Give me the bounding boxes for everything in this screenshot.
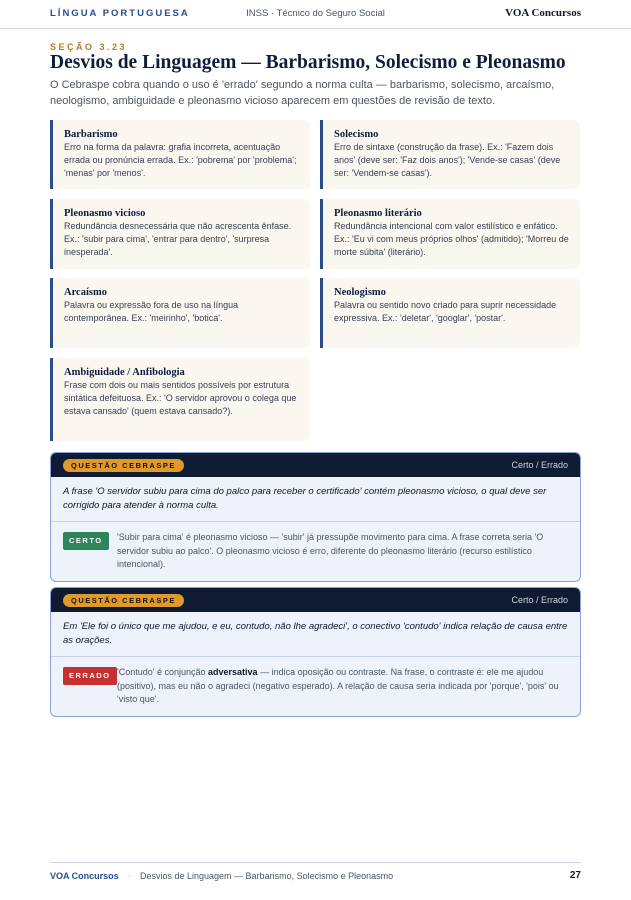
question-header-bar bbox=[51, 588, 580, 612]
card-title: Neologismo bbox=[334, 287, 386, 298]
concept-card-pleonasmo-vicioso bbox=[50, 199, 310, 269]
card-body: Palavra ou expressão fora de uso na língua contemporânea. Ex.: 'meirinho', 'botica'. bbox=[64, 300, 239, 324]
page-header bbox=[0, 0, 631, 29]
concept-card-arcaismo bbox=[50, 278, 310, 348]
question-tag: QUESTÃO CEBRASPE bbox=[63, 459, 184, 472]
page-title: Desvios de Linguagem — Barbarismo, Solecismo e Pleonasmo bbox=[50, 52, 566, 73]
explanation-emphasis: adversativa bbox=[208, 667, 258, 677]
card-title: Solecismo bbox=[334, 129, 379, 140]
explanation-text-end: — indica oposição ou contraste. Na frase, o contraste é: ele me ajudou (positivo), mas eu não o agradeci (negativo esperado). A relação de causa seria indicada por 'porque', 'pois' ou 'visto que'. bbox=[117, 667, 559, 704]
brand-logo-text: VOA Concursos bbox=[505, 7, 581, 19]
course-label: INSS · Técnico do Seguro Social bbox=[246, 8, 385, 19]
question-box-2 bbox=[50, 587, 581, 717]
card-body: Frase com dois ou mais sentidos possíveis por estrutura sintática defeituosa. Ex.: 'O servidor aprovou o colega que estava cansado' (quem estava cansado?). bbox=[64, 380, 297, 417]
answer-explanation bbox=[51, 522, 580, 581]
page-number: 27 bbox=[569, 870, 581, 881]
question-tag: QUESTÃO CEBRASPE bbox=[63, 594, 184, 607]
card-body: Erro de sintaxe (construção da frase). Ex.: 'Fazem dois anos' (deve ser: 'Faz dois anos'); 'Vende-se casas' (deve ser: 'Vendem-se casas'). bbox=[334, 142, 561, 179]
answer-explanation bbox=[51, 657, 580, 716]
verdict-badge-certo: CERTO bbox=[63, 532, 109, 550]
explanation-text: 'Subir para cima' é pleonasmo vicioso — 'subir' já pressupõe movimento para cima. A frase correta seria 'O servidor subiu ao palco'. O pleonasmo vicioso é erro, diferente do pleonasmo literário (recurso estilístico intencional). bbox=[117, 532, 544, 569]
footer-separator: · bbox=[128, 871, 131, 881]
concept-card-pleonasmo-literario bbox=[320, 199, 580, 269]
card-title: Pleonasmo literário bbox=[334, 208, 422, 219]
intro-paragraph: O Cebraspe cobra quando o uso é 'errado' segundo a norma culta — barbarismo, solecismo, arcaísmo, neologismo, ambiguidade e pleonasmo vicioso aparecem em questões de revisão de texto. bbox=[50, 79, 555, 107]
question-type: Certo / Errado bbox=[511, 460, 568, 470]
card-body: Redundância intencional com valor estilístico e enfático. Ex.: 'Eu vi com meus próprios olhos' (admitido); 'Morreu de morte súbita' (literário). bbox=[334, 221, 569, 258]
card-title: Barbarismo bbox=[64, 129, 118, 140]
explanation-text-start: 'Contudo' é conjunção bbox=[117, 667, 209, 677]
question-statement: Em 'Ele foi o único que me ajudou, e eu, contudo, não lhe agradeci', o conectivo 'contudo' indica relação de causa entre as orações. bbox=[51, 612, 580, 657]
concept-card-ambiguidade bbox=[50, 358, 310, 441]
footer-brand: VOA Concursos bbox=[50, 871, 119, 881]
card-title: Pleonasmo vicioso bbox=[64, 208, 146, 219]
concept-card-barbarismo bbox=[50, 120, 310, 189]
verdict-badge-errado: ERRADO bbox=[63, 667, 117, 685]
concept-card-solecismo bbox=[320, 120, 580, 189]
footer-title: Desvios de Linguagem — Barbarismo, Solecismo e Pleonasmo bbox=[140, 871, 394, 881]
concept-card-neologismo bbox=[320, 278, 580, 348]
card-body: Redundância desnecessária que não acrescenta ênfase. Ex.: 'subir para cima', 'entrar para dentro', 'surpresa inesperada'. bbox=[64, 221, 292, 258]
page-footer bbox=[50, 862, 581, 886]
card-body: Erro na forma da palavra: grafia incorreta, acentuação errada ou pronúncia errada. Ex.: 'pobrema' por 'problema'; 'menas' por 'menos'. bbox=[64, 142, 297, 179]
card-body: Palavra ou sentido novo criado para suprir necessidade expressiva. Ex.: 'deletar', 'googlar', 'postar'. bbox=[334, 300, 557, 324]
card-title: Arcaísmo bbox=[64, 287, 107, 298]
question-statement: A frase 'O servidor subiu para cima do palco para receber o certificado' contém pleonasmo vicioso, o qual deve ser corrigido para atender à norma culta. bbox=[51, 477, 580, 522]
section-number: SEÇÃO 3.23 bbox=[50, 42, 128, 52]
card-title: Ambiguidade / Anfibologia bbox=[64, 367, 185, 378]
question-type: Certo / Errado bbox=[511, 595, 568, 605]
question-header-bar bbox=[51, 453, 580, 477]
question-box-1 bbox=[50, 452, 581, 582]
subject-label: LÍNGUA PORTUGUESA bbox=[50, 8, 190, 19]
